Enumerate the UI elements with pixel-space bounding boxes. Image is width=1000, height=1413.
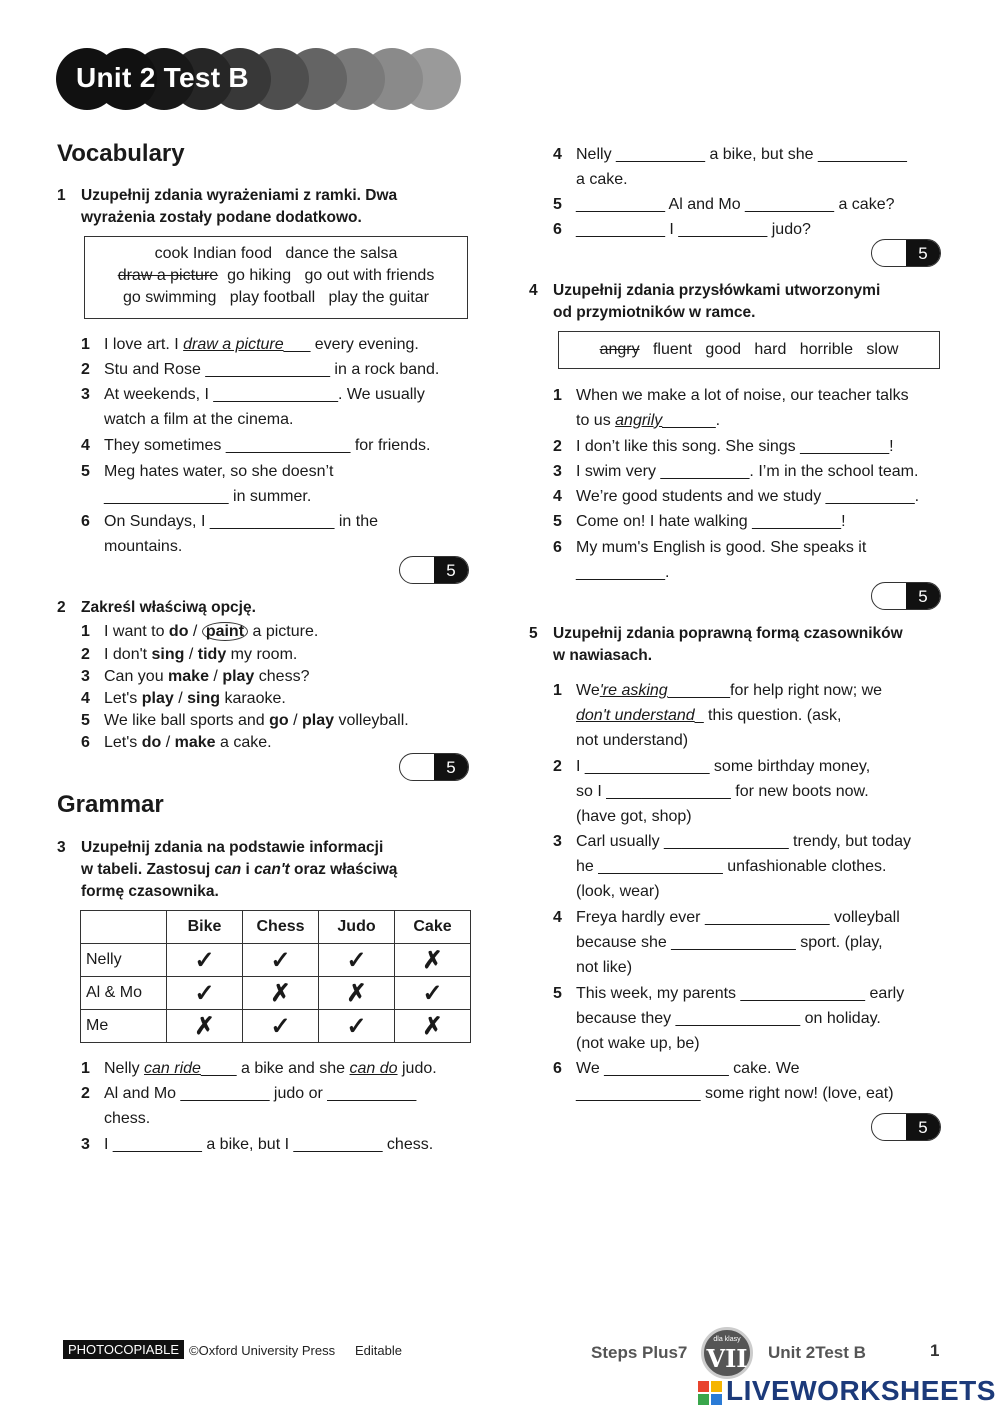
ex1-item-4[interactable]: 4 They sometimes ______________ for friends.	[81, 437, 431, 454]
exercise-instruction: Zakreśl właściwą opcję.	[81, 599, 256, 616]
word-box-line: cook Indian food dance the salsa	[154, 245, 398, 262]
option[interactable]: tidy	[197, 646, 227, 663]
mark-cell: ✓	[243, 1010, 319, 1043]
score-value: 5	[906, 1114, 940, 1140]
header-banner	[56, 48, 461, 110]
mark-cell: ✓	[319, 1010, 395, 1043]
option[interactable]: do	[141, 734, 162, 751]
ex2-item-6: 6 Let's do / make a cake.	[81, 734, 272, 751]
row-header: Nelly	[81, 944, 167, 977]
ex2-item-2: 2 I don't sing / tidy my room.	[81, 646, 298, 663]
filled-answer: 're asking	[599, 682, 668, 699]
exercise-5-heading	[529, 623, 969, 667]
filled-answer: draw a picture	[183, 336, 284, 353]
ex3-item-4[interactable]: 4 Nelly __________ a bike, but she __________ a cake.	[553, 146, 907, 188]
struck-example: angry	[599, 341, 640, 358]
row-header: Me	[81, 1010, 167, 1043]
score-box-ex5	[871, 1113, 941, 1141]
mark-cell: ✗	[395, 944, 471, 977]
word-box-ex1	[84, 236, 468, 319]
ability-table	[80, 910, 471, 1043]
struck-example: draw a picture	[117, 267, 219, 284]
ex4-item-5[interactable]: 5 Come on! I hate walking __________!	[553, 513, 846, 530]
exercise-number: 2	[57, 599, 66, 616]
exercise-4-heading	[529, 280, 969, 324]
score-value: 5	[434, 754, 468, 780]
option[interactable]: play	[141, 690, 174, 707]
exercise-3-heading	[57, 837, 497, 903]
mark-cell: ✗	[167, 1010, 243, 1043]
option[interactable]: play	[222, 668, 255, 685]
column-header: Cake	[395, 911, 471, 944]
option[interactable]: make	[168, 668, 209, 685]
ex4-item-4[interactable]: 4 We’re good students and we study __________.	[553, 488, 920, 505]
option[interactable]: make	[174, 734, 216, 751]
table-row	[81, 1010, 471, 1043]
section-title-grammar: Grammar	[57, 791, 164, 818]
exercise-1-heading	[57, 185, 497, 231]
mark-cell: ✓	[395, 977, 471, 1010]
ex5-item-5[interactable]: 5 This week, my parents ______________ early because they ______________ on holiday. (not wake up, be)	[553, 985, 905, 1052]
watermark-text: LIVEWORKSHEETS	[726, 1375, 996, 1406]
ex5-item-6[interactable]: 6 We ______________ cake. We ______________ some right now! (love, eat)	[553, 1060, 894, 1102]
word-box-ex4: angry fluent good hard horrible slow	[558, 331, 940, 369]
ex2-item-5: 5 We like ball sports and go / play volleyball.	[81, 712, 409, 729]
photocopiable-badge: PHOTOCOPIABLE	[63, 1340, 184, 1359]
exercise-number: 1	[57, 187, 66, 204]
score-box-ex2	[399, 753, 469, 781]
mark-cell: ✓	[167, 977, 243, 1010]
mark-cell: ✓	[243, 944, 319, 977]
mark-cell: ✗	[395, 1010, 471, 1043]
exercise-number: 3	[57, 839, 66, 856]
score-box-ex4	[871, 582, 941, 610]
mark-cell: ✗	[243, 977, 319, 1010]
column-header: Judo	[319, 911, 395, 944]
ex5-item-4[interactable]: 4 Freya hardly ever ______________ volleyball because she ______________ sport. (play, not like)	[553, 909, 900, 976]
word-box-line: go swimming play football play the guitar	[123, 289, 429, 306]
exercise-instruction: Uzupełnij zdania wyrażeniami z ramki. Dwa wyrażenia zostały podane dodatkowo.	[81, 187, 398, 226]
exercise-number: 5	[529, 625, 538, 642]
ex4-item-6[interactable]: 6 My mum's English is good. She speaks it __________.	[553, 539, 867, 581]
ex4-item-2[interactable]: 2 I don’t like this song. She sings __________!	[553, 438, 894, 455]
word-box-line: draw a picture go hiking go out with friends	[117, 267, 435, 284]
ex1-item-2[interactable]: 2 Stu and Rose ______________ in a rock band.	[81, 361, 440, 378]
exercise-number: 4	[529, 282, 538, 299]
ex2-item-4: 4 Let's play / sing karaoke.	[81, 690, 286, 707]
score-value: 5	[906, 240, 940, 266]
section-title-vocabulary: Vocabulary	[57, 140, 185, 167]
ex5-item-2[interactable]: 2 I ______________ some birthday money, so I ______________ for new boots now. (have got, shop)	[553, 758, 871, 825]
ex5-item-1: 1 We're asking_______for help right now; we don't understand_ this question. (ask, not understand)	[553, 682, 883, 749]
exercise-instruction: Uzupełnij zdania na podstawie informacji w tabeli. Zastosuj can i can't oraz właściwą formę czasownika.	[81, 839, 398, 900]
grade-seal-icon	[701, 1327, 753, 1379]
ex1-item-1: 1 I love art. I draw a picture___ every evening.	[81, 336, 419, 353]
row-header: Al & Mo	[81, 977, 167, 1010]
footer-unit: Unit 2Test B	[768, 1343, 866, 1362]
filled-answer: angrily	[615, 412, 663, 429]
column-header: Bike	[167, 911, 243, 944]
exercise-instruction: Uzupełnij zdania przysłówkami utworzonymi od przymiotników w ramce.	[553, 282, 881, 321]
ex3-item-1: 1 Nelly can ride____ a bike and she can do judo.	[81, 1060, 437, 1077]
option-circled[interactable]: paint	[202, 622, 248, 641]
ex1-item-6[interactable]: 6 On Sundays, I ______________ in the mountains.	[81, 513, 378, 555]
page-number: 1	[930, 1341, 940, 1360]
table-corner	[81, 911, 167, 944]
mark-cell: ✓	[167, 944, 243, 977]
ex3-item-2[interactable]: 2 Al and Mo __________ judo or __________ chess.	[81, 1085, 417, 1127]
table-row	[81, 977, 471, 1010]
liveworksheets-logo-icon	[697, 1380, 723, 1406]
ex3-item-6[interactable]: 6 __________ I __________ judo?	[553, 221, 811, 238]
filled-answer: don't understand	[576, 707, 695, 724]
ex4-item-3[interactable]: 3 I swim very __________. I’m in the school team.	[553, 463, 919, 480]
ex1-item-5[interactable]: 5 Meg hates water, so she doesn’t ______________ in summer.	[81, 463, 334, 505]
ex3-item-3[interactable]: 3 I __________ a bike, but I __________ chess.	[81, 1136, 434, 1153]
book-title: Steps Plus7	[591, 1343, 688, 1362]
editable-text: Editable	[355, 1343, 402, 1358]
table-row	[81, 944, 471, 977]
filled-answer: can ride	[144, 1060, 201, 1077]
option[interactable]: play	[302, 712, 335, 729]
ex1-item-3[interactable]: 3 At weekends, I ______________. We usually watch a film at the cinema.	[81, 386, 425, 428]
score-value: 5	[906, 583, 940, 609]
mark-cell: ✗	[319, 977, 395, 1010]
score-value: 5	[434, 557, 468, 583]
exercise-instruction: Uzupełnij zdania poprawną formą czasowników w nawiasach.	[553, 625, 903, 664]
ex2-item-1: 1 I want to do / paint a picture.	[81, 623, 319, 640]
exercise-2-heading	[57, 597, 497, 619]
option[interactable]: do	[168, 623, 189, 640]
mark-cell: ✓	[319, 944, 395, 977]
option[interactable]: sing	[151, 646, 185, 663]
filled-answer: can do	[349, 1060, 398, 1077]
table-header-row	[81, 911, 471, 944]
option[interactable]: sing	[187, 690, 220, 707]
page-title: Unit 2 Test B	[76, 62, 249, 93]
seal-grade: VII	[706, 1344, 748, 1373]
score-box-ex1	[399, 556, 469, 584]
ex5-item-3[interactable]: 3 Carl usually ______________ trendy, but today he ______________ unfashionable clothes. (look, wear)	[553, 833, 912, 900]
score-box-ex3	[871, 239, 941, 267]
column-header: Chess	[243, 911, 319, 944]
option[interactable]: go	[269, 712, 289, 729]
ex3-item-5[interactable]: 5 __________ Al and Mo __________ a cake?	[553, 196, 895, 213]
copyright-text: ©Oxford University Press	[189, 1343, 336, 1358]
ex2-item-3: 3 Can you make / play chess?	[81, 668, 310, 685]
seal-label: dla klasy	[713, 1336, 741, 1343]
ex4-item-1: 1 When we make a lot of noise, our teacher talks to us angrily______.	[553, 387, 909, 429]
